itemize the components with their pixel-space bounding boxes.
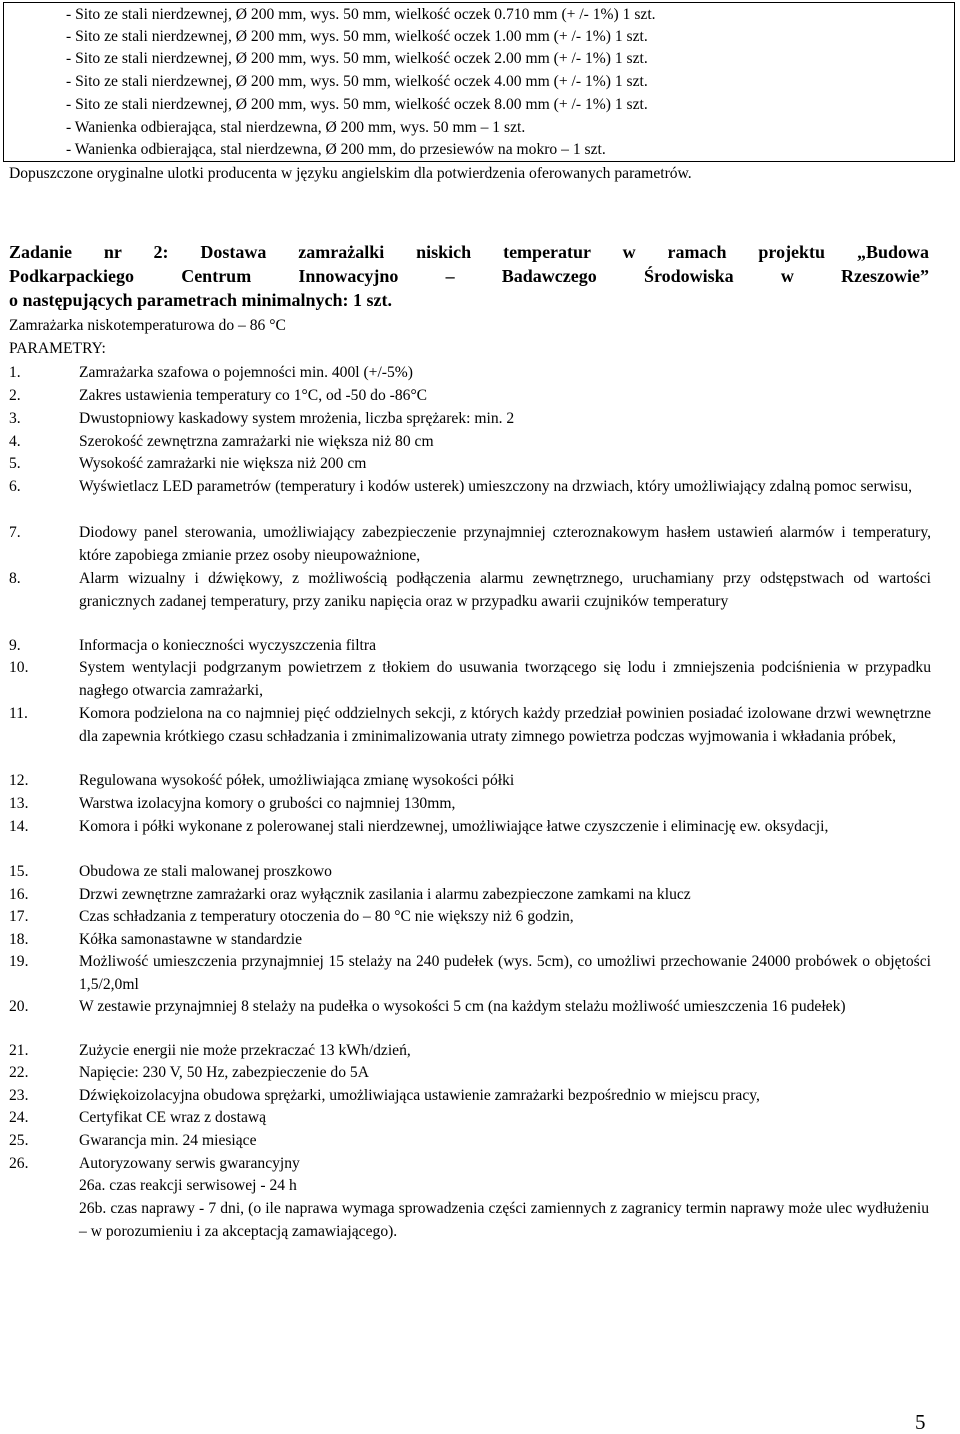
param-number: 13. <box>9 795 29 812</box>
param-text: Komora podzielona na co najmniej pięć oddzielnych sekcji, z których każdy przedział powinien posiadać izolowane drzwi wewnętrzne dla zapewnia krótkiego czasu schładzania i zminimalizowania utraty zimnego powietrza podczas wyjmowania i wkładania próbek, <box>79 705 931 745</box>
param-number: 4. <box>9 433 21 450</box>
param-number: 18. <box>9 931 29 948</box>
param-text: Komora i półki wykonane z polerowanej stali nierdzewnej, umożliwiające łatwe czyszczenie i eliminację ew. oksydacji, <box>79 818 829 835</box>
param-text: Certyfikat CE wraz z dostawą <box>79 1109 267 1126</box>
param-text: W zestawie przynajmniej 8 stelaży na pudełka o wysokości 5 cm (na każdym stelażu możliwość umieszczenia 16 pudełek) <box>79 998 846 1015</box>
param-number: 22. <box>9 1064 29 1081</box>
param-text: Wysokość zamrażarki nie większa niż 200 cm <box>79 455 367 472</box>
param-number: 19. <box>9 953 29 970</box>
task-heading-line-1: Zadanie nr 2: Dostawa zamrażalki niskich temperatur w ramach projektu „Budowa <box>9 242 929 262</box>
param-text: Regulowana wysokość półek, umożliwiająca zmianę wysokości półki <box>79 772 515 789</box>
param-number: 3. <box>9 410 21 427</box>
param-number: 17. <box>9 908 29 925</box>
param-text: Napięcie: 230 V, 50 Hz, zabezpieczenie do 5A <box>79 1064 369 1081</box>
param-text: Zużycie energii nie może przekraczać 13 kWh/dzień, <box>79 1042 411 1059</box>
sieve-list-item: - Sito ze stali nierdzewnej, Ø 200 mm, wys. 50 mm, wielkość oczek 1.00 mm (+ /- 1%) 1 szt. <box>66 28 648 45</box>
note-text: Dopuszczone oryginalne ulotki producenta w języku angielskim dla potwierdzenia oferowanych parametrów. <box>9 165 692 182</box>
param-text: Wyświetlacz LED parametrów (temperatury i kodów usterek) umieszczony na drzwiach, który umożliwiający zdalną pomoc serwisu, <box>79 478 913 495</box>
param-text: Gwarancja min. 24 miesiące <box>79 1132 257 1149</box>
param-text: Autoryzowany serwis gwarancyjny <box>79 1155 300 1172</box>
param-text: Czas schładzania z temperatury otoczenia do – 80 °C nie większy niż 6 godzin, <box>79 908 574 925</box>
param-number: 25. <box>9 1132 29 1149</box>
param-text: Szerokość zewnętrzna zamrażarki nie większa niż 80 cm <box>79 433 434 450</box>
param-text: Informacja o konieczności wyczyszczenia filtra <box>79 637 376 654</box>
param-text: Możliwość umieszczenia przynajmniej 15 stelaży na 240 pudełek (wys. 5cm), co umożliwi przechowanie 24000 probówek o objętości 1,5/2,0ml <box>79 953 931 993</box>
param-number: 12. <box>9 772 29 789</box>
param-number: 9. <box>9 637 21 654</box>
param-number: 2. <box>9 387 21 404</box>
param-number: 10. <box>9 659 29 676</box>
sieve-list-item: - Wanienka odbierająca, stal nierdzewna, Ø 200 mm, do przesiewów na mokro – 1 szt. <box>66 141 606 158</box>
param-text: Kółka samonastawne w standardzie <box>79 931 303 948</box>
param-text: Alarm wizualny i dźwiękowy, z możliwością podłączenia alarmu zewnętrznego, uruchamiany przy odstępstwach od wartości granicznych zadanej temperatury, przy zaniku napięcia oraz w przypadku awarii czujników temperatury <box>79 570 931 610</box>
param-text: Zakres ustawienia temperatury co 1°C, od -50 do -86°C <box>79 387 428 404</box>
task-heading-line-3: o następujących parametrach minimalnych: 1 szt. <box>9 290 392 310</box>
page-number: 5 <box>915 1410 926 1434</box>
param-text: Diodowy panel sterowania, umożliwiający zabezpieczenie przynajmniej czteroznakowym hasłem ustawień alarmów i temperatury, które zapobiega zmianie przez osoby nieupoważnione, <box>79 524 931 564</box>
param-number: 1. <box>9 364 21 381</box>
param-number: 5. <box>9 455 21 472</box>
sieve-list-item: - Sito ze stali nierdzewnej, Ø 200 mm, wys. 50 mm, wielkość oczek 2.00 mm (+ /- 1%) 1 szt. <box>66 50 648 67</box>
sieve-list-item: - Sito ze stali nierdzewnej, Ø 200 mm, wys. 50 mm, wielkość oczek 0.710 mm (+ /- 1%) 1 szt. <box>66 6 656 23</box>
param-text: Warstwa izolacyjna komory o grubości co najmniej 130mm, <box>79 795 456 812</box>
param-number: 14. <box>9 818 29 835</box>
param-text: Zamrażarka szafowa o pojemności min. 400l (+/-5%) <box>79 364 413 381</box>
sub-item-26a: 26a. czas reakcji serwisowej - 24 h <box>79 1177 297 1194</box>
param-text: System wentylacji podgrzanym powietrzem z tłokiem do usuwania tworzącego się lodu i zmniejszenia podciśnienia w przypadku nagłego otwarcia zamrażarki, <box>79 659 931 699</box>
param-text: Dwustopniowy kaskadowy system mrożenia, liczba sprężarek: min. 2 <box>79 410 515 427</box>
product-name: Zamrażarka niskotemperaturowa do – 86 °C <box>9 317 286 334</box>
param-number: 24. <box>9 1109 29 1126</box>
task-heading-line-2: Podkarpackiego Centrum Innowacyjno – Badawczego Środowiska w Rzeszowie” <box>9 266 929 286</box>
param-number: 8. <box>9 570 21 587</box>
param-text: Dźwiękoizolacyjna obudowa sprężarki, umożliwiająca ustawienie zamrażarki bezpośrednio w miejscu pracy, <box>79 1087 760 1104</box>
sieve-list-item: - Sito ze stali nierdzewnej, Ø 200 mm, wys. 50 mm, wielkość oczek 4.00 mm (+ /- 1%) 1 szt. <box>66 73 648 90</box>
sieve-list-item: - Wanienka odbierająca, stal nierdzewna, Ø 200 mm, wys. 50 mm – 1 szt. <box>66 119 526 136</box>
param-number: 6. <box>9 478 21 495</box>
params-label: PARAMETRY: <box>9 340 106 357</box>
param-text: Drzwi zewnętrzne zamrażarki oraz wyłącznik zasilania i alarmu zabezpieczone zamkami na klucz <box>79 886 691 903</box>
param-number: 23. <box>9 1087 29 1104</box>
param-number: 11. <box>9 705 28 722</box>
param-number: 26. <box>9 1155 29 1172</box>
param-number: 21. <box>9 1042 29 1059</box>
param-number: 15. <box>9 863 29 880</box>
sieve-list-item: - Sito ze stali nierdzewnej, Ø 200 mm, wys. 50 mm, wielkość oczek 8.00 mm (+ /- 1%) 1 szt. <box>66 96 648 113</box>
sub-item-26b: 26b. czas naprawy - 7 dni, (o ile naprawa wymaga sprowadzenia części zamiennych z zagranicy termin naprawy może ulec wydłużeniu – w porozumieniu i za akceptacją zamawiającego). <box>79 1200 929 1240</box>
param-number: 16. <box>9 886 29 903</box>
param-number: 7. <box>9 524 21 541</box>
param-number: 20. <box>9 998 29 1015</box>
param-text: Obudowa ze stali malowanej proszkowo <box>79 863 332 880</box>
